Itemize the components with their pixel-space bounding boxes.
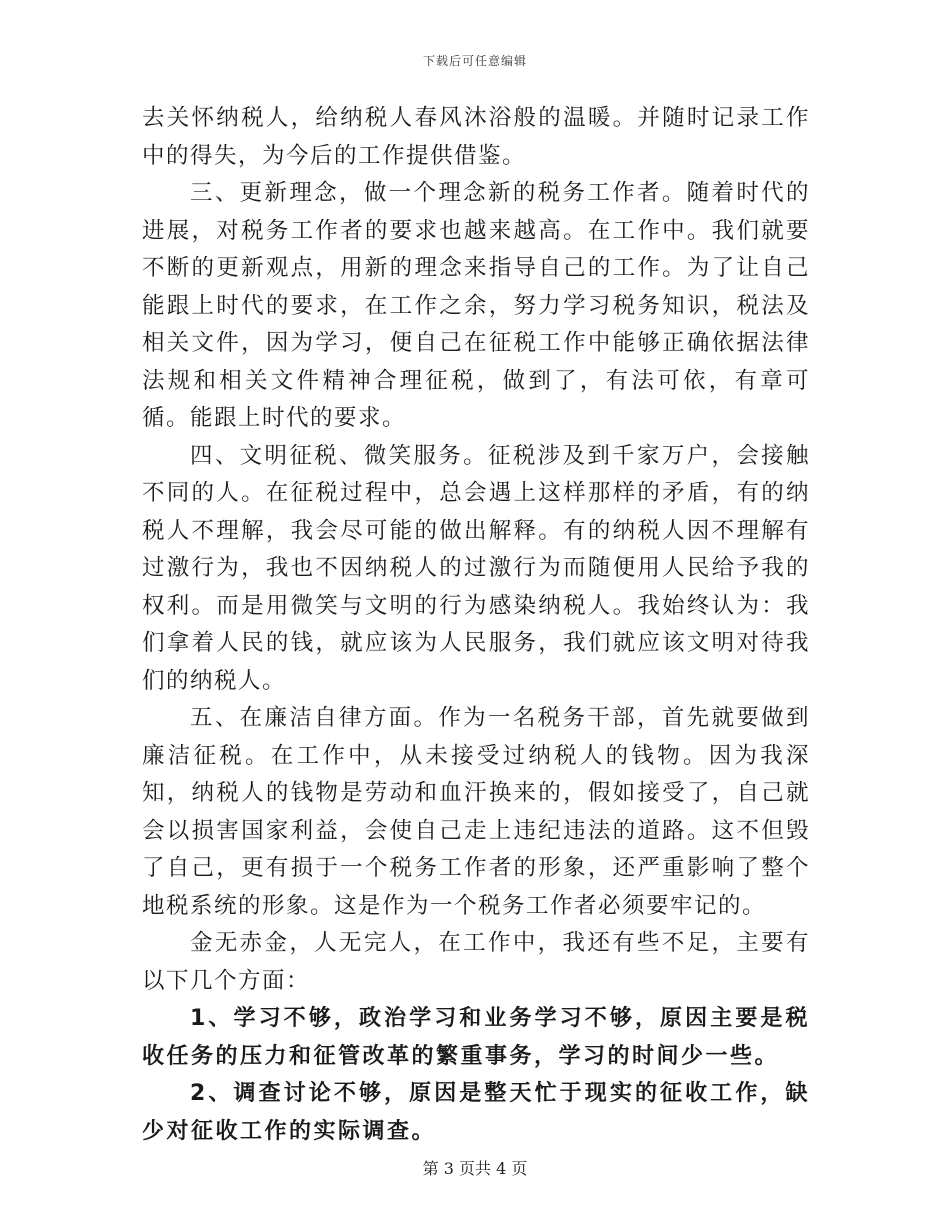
paragraph-3: 四、文明征税、微笑服务。征税涉及到千家万户，会接触不同的人。在征税过程中，总会遇上这样那样的矛盾，有的纳税人不理解，我会尽可能的做出解释。有的纳税人因不理解有过激行为，我也不因纳税人的过激行为而随便用人民给予我的权利。而是用微笑与文明的行为感染纳税人。我始终认为：我们拿着人民的钱，就应该为人民服务，我们就应该文明对待我们的纳税人。 <box>142 442 810 694</box>
paragraph-2: 三、更新理念，做一个理念新的税务工作者。随着时代的进展，对税务工作者的要求也越来越高。在工作中。我们就要不断的更新观点，用新的理念来指导自己的工作。为了让自己能跟上时代的要求，在工作之余，努力学习税务知识，税法及相关文件，因为学习，便自己在征税工作中能够正确依据法律法规和相关文件精神合理征税，做到了，有法可依，有章可循。能跟上时代的要求。 <box>142 180 810 431</box>
paragraph-5: 金无赤金，人无完人，在工作中，我还有些不足，主要有以下几个方面： <box>142 930 810 994</box>
paragraph-1: 去关怀纳税人，给纳税人春风沐浴般的温暖。并随时记录工作中的得失，为今后的工作提供借鉴。 <box>142 105 810 169</box>
page-footer: 第 3 页共 4 页 <box>422 1159 528 1178</box>
paragraph-6-bold: 1、学习不够，政治学习和业务学习不够，原因主要是税收任务的压力和征管改革的繁重事务，学习的时间少一些。 <box>142 1006 810 1069</box>
paragraph-4: 五、在廉洁自律方面。作为一名税务干部，首先就要做到廉洁征税。在工作中，从未接受过纳税人的钱物。因为我深知，纳税人的钱物是劳动和血汗换来的，假如接受了，自己就会以损害国家利益，会使自己走上违纪违法的道路。这不但毁了自己，更有损于一个税务工作者的形象，还严重影响了整个地税系统的形象。这是作为一个税务工作者必须要牢记的。 <box>142 705 810 919</box>
body-text <box>142 100 810 1150</box>
page-header: 下载后可任意编辑 <box>422 54 527 68</box>
paragraph-7-bold: 2、调查讨论不够，原因是整天忙于现实的征收工作，缺少对征收工作的实际调查。 <box>142 1081 810 1144</box>
